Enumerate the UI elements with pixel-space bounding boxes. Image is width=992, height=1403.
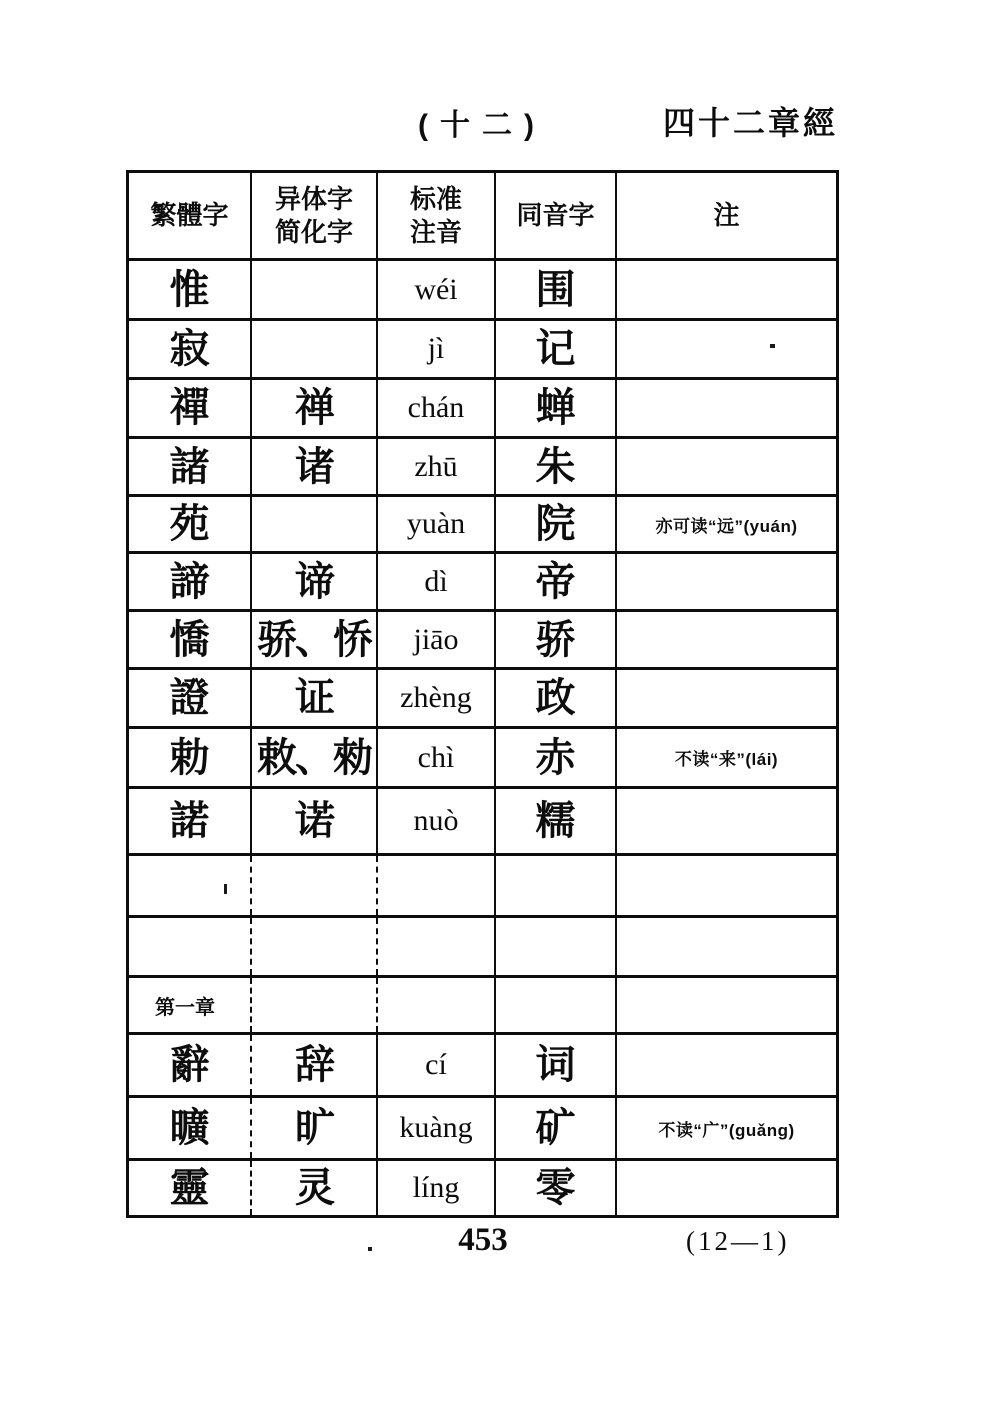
cell-variant: 辞 [252, 1035, 378, 1095]
cell-note [617, 380, 836, 436]
cell-homophone [496, 856, 617, 915]
cell-traditional: 曠 [129, 1098, 252, 1158]
scan-speck [770, 344, 775, 348]
table-row [129, 609, 836, 667]
header-variant-line1: 异体字 [274, 184, 353, 214]
cell-traditional: 靈 [129, 1161, 252, 1215]
cell-variant: 谛 [252, 554, 378, 609]
cell-variant [252, 497, 378, 551]
cell-note [617, 1035, 836, 1095]
table-row [129, 494, 836, 551]
cell-pinyin: wéi [378, 261, 496, 318]
cell-pinyin: jiāo [378, 612, 496, 667]
cell-variant: 敕、勑 [252, 729, 378, 786]
cell-pinyin: yuàn [378, 497, 496, 551]
table-row [129, 318, 836, 377]
cell-traditional: 辭 [129, 1035, 252, 1095]
cell-homophone [496, 978, 617, 1032]
cell-note [617, 554, 836, 609]
cell-homophone: 蝉 [496, 380, 617, 436]
cell-pinyin: jì [378, 321, 496, 377]
cell-variant: 证 [252, 670, 378, 726]
cell-variant [252, 978, 378, 1032]
cell-note [617, 321, 836, 377]
table-row [129, 1095, 836, 1158]
cell-variant [252, 918, 378, 975]
header-pinyin [378, 173, 496, 258]
cell-variant: 骄、㤭 [252, 612, 378, 667]
cell-traditional [129, 918, 252, 975]
table-row [129, 1032, 836, 1095]
cell-homophone [496, 918, 617, 975]
cell-note [617, 918, 836, 975]
cell-traditional: 勅 [129, 729, 252, 786]
table-row [129, 726, 836, 786]
cell-pinyin [378, 856, 496, 915]
cell-traditional: 惟 [129, 261, 252, 318]
cell-traditional: 憍 [129, 612, 252, 667]
scan-speck [368, 1247, 372, 1251]
header-traditional-label: 繁體字 [150, 200, 229, 231]
cell-homophone: 糯 [496, 789, 617, 853]
cell-note: 不读“来”(lái) [674, 750, 779, 769]
cell-homophone: 词 [496, 1035, 617, 1095]
header-homophone-label: 同音字 [516, 200, 595, 231]
table-row [129, 1158, 836, 1215]
header-variant [252, 173, 378, 258]
cell-traditional: 諸 [129, 439, 252, 494]
header-note [617, 173, 836, 258]
header-note-label: 注 [713, 200, 740, 231]
cell-note [617, 670, 836, 726]
table-header-row [129, 173, 836, 258]
cell-variant: 灵 [252, 1161, 378, 1215]
header-pinyin-line1: 标准 [409, 184, 462, 214]
cell-homophone: 院 [496, 497, 617, 551]
cell-homophone: 骄 [496, 612, 617, 667]
cell-note [617, 439, 836, 494]
cell-pinyin [378, 978, 496, 1032]
table-row [129, 258, 836, 318]
page-number: 453 [458, 1222, 508, 1258]
cell-homophone: 政 [496, 670, 617, 726]
cell-homophone: 记 [496, 321, 617, 377]
table-row [129, 786, 836, 853]
table-row-empty [129, 853, 836, 915]
scan-speck [224, 884, 227, 894]
table-row-empty [129, 915, 836, 975]
cell-pinyin: líng [378, 1161, 496, 1215]
cell-variant: 诸 [252, 439, 378, 494]
cell-variant [252, 321, 378, 377]
cell-pinyin: zhèng [378, 670, 496, 726]
page-header-title: 四十二章經 [663, 105, 839, 141]
cell-homophone: 赤 [496, 729, 617, 786]
cell-variant: 诺 [252, 789, 378, 853]
cell-pinyin: chì [378, 729, 496, 786]
cell-note: 亦可读“远”(yuán) [655, 516, 798, 536]
cell-variant [252, 856, 378, 915]
cell-note [617, 856, 836, 915]
cell-pinyin [378, 918, 496, 975]
section-label: 第一章 [129, 978, 252, 1032]
character-pronunciation-table [126, 170, 839, 1218]
cell-traditional: 禪 [129, 380, 252, 436]
cell-traditional [129, 856, 252, 915]
table-row [129, 377, 836, 436]
header-traditional [129, 173, 252, 258]
cell-homophone: 帝 [496, 554, 617, 609]
cell-pinyin: cí [378, 1035, 496, 1095]
cell-note [617, 789, 836, 853]
cell-homophone: 零 [496, 1161, 617, 1215]
cell-note [617, 261, 836, 318]
cell-note: 不读“广”(guǎng) [658, 1120, 795, 1140]
header-homophone [496, 173, 617, 258]
cell-note [617, 1161, 836, 1215]
page-header-section-number: (十二) [418, 109, 546, 142]
cell-pinyin: kuàng [378, 1098, 496, 1158]
cell-note [617, 978, 836, 1032]
cell-traditional: 苑 [129, 497, 252, 551]
cell-homophone: 朱 [496, 439, 617, 494]
cell-variant [252, 261, 378, 318]
cell-pinyin: dì [378, 554, 496, 609]
cell-note [617, 612, 836, 667]
cell-traditional: 諦 [129, 554, 252, 609]
cell-traditional: 諾 [129, 789, 252, 853]
table-row [129, 551, 836, 609]
table-row [129, 436, 836, 494]
cell-traditional: 寂 [129, 321, 252, 377]
plate-number: (12—1) [686, 1226, 790, 1256]
cell-homophone: 围 [496, 261, 617, 318]
cell-variant: 旷 [252, 1098, 378, 1158]
cell-pinyin: chán [378, 380, 496, 436]
table-row [129, 667, 836, 726]
header-pinyin-line2: 注音 [409, 216, 462, 247]
cell-pinyin: zhū [378, 439, 496, 494]
cell-homophone: 矿 [496, 1098, 617, 1158]
header-variant-line2: 简化字 [274, 216, 353, 247]
cell-traditional: 證 [129, 670, 252, 726]
cell-variant: 禅 [252, 380, 378, 436]
table-row-section [129, 975, 836, 1032]
cell-pinyin: nuò [378, 789, 496, 853]
